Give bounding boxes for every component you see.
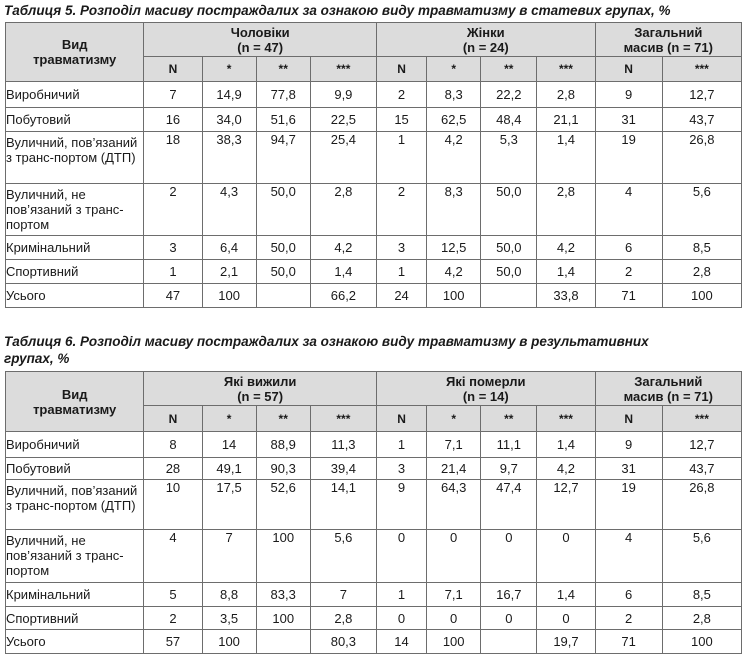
table-cell: 1,4	[310, 260, 376, 284]
row-label: Кримінальний	[6, 236, 144, 260]
subheader-cell: **	[481, 57, 537, 82]
table-cell: 100	[256, 530, 310, 583]
table-cell: 88,9	[256, 432, 310, 458]
header-group	[595, 23, 741, 57]
table-cell: 34,0	[202, 108, 256, 132]
table-cell: 51,6	[256, 108, 310, 132]
table-cell: 26,8	[662, 132, 741, 184]
table-cell: 17,5	[202, 480, 256, 530]
table-cell: 14	[202, 432, 256, 458]
subheader-cell: N	[144, 406, 202, 432]
row-label: Кримінальний	[6, 583, 144, 607]
table-cell: 83,3	[256, 583, 310, 607]
table-row	[6, 530, 742, 583]
subheader-cell: ***	[537, 57, 595, 82]
table-row	[6, 284, 742, 308]
table-cell: 1	[144, 260, 202, 284]
table-cell: 8,3	[427, 82, 481, 108]
table-row	[6, 480, 742, 530]
group-n: масив (n = 71)	[623, 39, 713, 55]
table-cell: 22,5	[310, 108, 376, 132]
table-cell: 2,8	[537, 184, 595, 236]
row-label: Спортивний	[6, 607, 144, 630]
table-cell: 3	[376, 236, 426, 260]
table-cell: 1,4	[537, 132, 595, 184]
table-cell: 2,1	[202, 260, 256, 284]
table-cell: 8,3	[427, 184, 481, 236]
table-row	[6, 236, 742, 260]
subheader-cell: N	[595, 406, 662, 432]
group-n: масив (n = 71)	[623, 388, 713, 404]
row-label: Виробничий	[6, 82, 144, 108]
row-label: Вуличний, не пов’язаний з транс-портом	[6, 184, 144, 236]
table-cell: 7,1	[427, 583, 481, 607]
table-cell: 4	[144, 530, 202, 583]
subheader-cell: ***	[662, 57, 741, 82]
subheader-cell: **	[481, 406, 537, 432]
row-label: Вуличний, пов’язаний з транс-портом (ДТП)	[6, 480, 144, 530]
table-cell: 43,7	[662, 108, 741, 132]
table-cell: 50,0	[481, 184, 537, 236]
subheader-cell: N	[595, 57, 662, 82]
table-cell: 50,0	[256, 260, 310, 284]
table-cell: 9	[595, 432, 662, 458]
group-name: Чоловіки	[230, 24, 290, 40]
row-label: Виробничий	[6, 432, 144, 458]
header-group	[376, 23, 595, 57]
table-cell	[256, 630, 310, 654]
table-cell: 8,5	[662, 583, 741, 607]
table-cell: 33,8	[537, 284, 595, 308]
table-cell: 3	[144, 236, 202, 260]
table-cell: 1,4	[537, 260, 595, 284]
table-cell: 2	[595, 607, 662, 630]
table-cell: 50,0	[256, 184, 310, 236]
row-label: Вуличний, пов’язаний з транс-портом (ДТП)	[6, 132, 144, 184]
row-label: Усього	[6, 630, 144, 654]
table-cell: 31	[595, 458, 662, 480]
table-cell: 38,3	[202, 132, 256, 184]
table-cell: 100	[662, 630, 741, 654]
table-cell: 6	[595, 236, 662, 260]
table-cell: 0	[427, 530, 481, 583]
table-cell: 4	[595, 530, 662, 583]
header-row	[6, 23, 742, 57]
header-group	[144, 23, 377, 57]
header-row	[6, 372, 742, 406]
subheader-cell: ***	[662, 406, 741, 432]
table-cell: 100	[202, 284, 256, 308]
table-cell: 47,4	[481, 480, 537, 530]
table-cell: 4,2	[310, 236, 376, 260]
table-row	[6, 583, 742, 607]
table-cell: 8	[144, 432, 202, 458]
table-cell: 48,4	[481, 108, 537, 132]
table-row	[6, 108, 742, 132]
table-cell: 71	[595, 630, 662, 654]
group-n: (n = 47)	[237, 39, 284, 55]
table-cell: 19,7	[537, 630, 595, 654]
table-cell: 31	[595, 108, 662, 132]
table-cell: 1,4	[537, 432, 595, 458]
subheader-cell: N	[376, 57, 426, 82]
subheader-cell: **	[256, 406, 310, 432]
subheader-cell: N	[144, 57, 202, 82]
table-cell	[256, 284, 310, 308]
header-type: Вид травматизму	[6, 372, 144, 432]
table-cell: 2	[376, 82, 426, 108]
table-cell: 19	[595, 132, 662, 184]
table-row	[6, 184, 742, 236]
table-cell: 62,5	[427, 108, 481, 132]
table-cell: 50,0	[256, 236, 310, 260]
table-cell	[481, 284, 537, 308]
table-cell: 57	[144, 630, 202, 654]
table-cell: 14,1	[310, 480, 376, 530]
table-row	[6, 132, 742, 184]
table-cell: 71	[595, 284, 662, 308]
table-cell: 2,8	[662, 260, 741, 284]
table-cell: 2	[144, 607, 202, 630]
subheader-cell: **	[256, 57, 310, 82]
table-cell: 5,6	[310, 530, 376, 583]
table-row	[6, 630, 742, 654]
table-cell: 5	[144, 583, 202, 607]
table-cell: 2	[595, 260, 662, 284]
table-cell: 26,8	[662, 480, 741, 530]
table-row	[6, 432, 742, 458]
row-label: Побутовий	[6, 458, 144, 480]
table-cell: 3,5	[202, 607, 256, 630]
table-cell: 0	[537, 530, 595, 583]
header-type: Вид травматизму	[6, 23, 144, 82]
table-cell: 5,6	[662, 184, 741, 236]
table-cell: 18	[144, 132, 202, 184]
table-cell: 80,3	[310, 630, 376, 654]
table5-caption: Таблиця 5. Розподіл масиву постраждалих за ознакою виду травматизму в статевих групах, %	[4, 3, 671, 18]
header-group	[376, 372, 595, 406]
table-cell: 4,3	[202, 184, 256, 236]
subheader-cell: *	[427, 406, 481, 432]
subheader-cell: ***	[310, 57, 376, 82]
table-cell: 100	[427, 630, 481, 654]
subheader-cell: ***	[537, 406, 595, 432]
table-cell: 6,4	[202, 236, 256, 260]
group-n: (n = 24)	[462, 39, 509, 55]
table-cell: 2	[144, 184, 202, 236]
table5	[5, 22, 742, 308]
table-cell: 7	[310, 583, 376, 607]
table-cell: 12,7	[662, 82, 741, 108]
subheader-cell: *	[202, 406, 256, 432]
table-cell: 9,9	[310, 82, 376, 108]
table-row	[6, 607, 742, 630]
table-cell: 15	[376, 108, 426, 132]
table-cell: 39,4	[310, 458, 376, 480]
table-row	[6, 260, 742, 284]
table-cell: 8,8	[202, 583, 256, 607]
table-cell: 16	[144, 108, 202, 132]
table-cell: 21,4	[427, 458, 481, 480]
table-cell: 100	[662, 284, 741, 308]
group-name: Загальний	[634, 373, 703, 389]
subheader-cell: ***	[310, 406, 376, 432]
table-cell: 0	[481, 530, 537, 583]
table-cell: 1,4	[537, 583, 595, 607]
table-cell: 1	[376, 432, 426, 458]
table-cell: 100	[256, 607, 310, 630]
table-cell: 2,8	[310, 184, 376, 236]
table-cell: 19	[595, 480, 662, 530]
table-cell: 7,1	[427, 432, 481, 458]
table-cell: 0	[376, 607, 426, 630]
table-cell: 3	[376, 458, 426, 480]
table6	[5, 371, 742, 654]
group-name: Які померли	[446, 373, 526, 389]
table-row	[6, 458, 742, 480]
table-cell: 1	[376, 583, 426, 607]
table-cell: 0	[537, 607, 595, 630]
table-cell: 94,7	[256, 132, 310, 184]
row-label: Побутовий	[6, 108, 144, 132]
table-cell: 49,1	[202, 458, 256, 480]
table-cell: 9	[595, 82, 662, 108]
table-cell: 77,8	[256, 82, 310, 108]
table-cell: 50,0	[481, 260, 537, 284]
subheader-cell: *	[202, 57, 256, 82]
table-cell: 14	[376, 630, 426, 654]
table-cell: 5,3	[481, 132, 537, 184]
row-label: Спортивний	[6, 260, 144, 284]
subheader-cell: *	[427, 57, 481, 82]
table-cell: 0	[427, 607, 481, 630]
table-cell: 0	[481, 607, 537, 630]
table-cell: 66,2	[310, 284, 376, 308]
table-cell: 4,2	[537, 458, 595, 480]
table-cell: 2,8	[662, 607, 741, 630]
header-group	[595, 372, 741, 406]
table-cell: 25,4	[310, 132, 376, 184]
header-group	[144, 372, 377, 406]
table-cell: 4,2	[537, 236, 595, 260]
table-cell: 2,8	[537, 82, 595, 108]
table-cell: 24	[376, 284, 426, 308]
table-cell: 14,9	[202, 82, 256, 108]
table-row	[6, 82, 742, 108]
table-cell: 28	[144, 458, 202, 480]
table-cell: 4	[595, 184, 662, 236]
table-cell: 16,7	[481, 583, 537, 607]
group-name: Які вижили	[223, 373, 297, 389]
table6-caption: Таблиця 6. Розподіл масиву постраждалих за ознакою виду травматизму в результативних групах, %	[4, 334, 649, 366]
table-cell: 43,7	[662, 458, 741, 480]
table-cell: 1	[376, 260, 426, 284]
table-cell: 8,5	[662, 236, 741, 260]
table-cell: 52,6	[256, 480, 310, 530]
table-cell: 5,6	[662, 530, 741, 583]
table-cell	[481, 630, 537, 654]
table-cell: 7	[202, 530, 256, 583]
table-cell: 10	[144, 480, 202, 530]
table-cell: 47	[144, 284, 202, 308]
table-cell: 4,2	[427, 132, 481, 184]
table-cell: 11,3	[310, 432, 376, 458]
table-cell: 100	[202, 630, 256, 654]
table-cell: 7	[144, 82, 202, 108]
subheader-cell: N	[376, 406, 426, 432]
table-cell: 12,7	[662, 432, 741, 458]
group-name: Жінки	[466, 24, 505, 40]
group-n: (n = 57)	[237, 388, 284, 404]
table-cell: 64,3	[427, 480, 481, 530]
table-cell: 22,2	[481, 82, 537, 108]
table-cell: 4,2	[427, 260, 481, 284]
table-cell: 100	[427, 284, 481, 308]
table-cell: 9,7	[481, 458, 537, 480]
table-cell: 50,0	[481, 236, 537, 260]
row-label: Усього	[6, 284, 144, 308]
table-cell: 12,5	[427, 236, 481, 260]
table-cell: 2,8	[310, 607, 376, 630]
table-cell: 2	[376, 184, 426, 236]
table-cell: 6	[595, 583, 662, 607]
table-cell: 9	[376, 480, 426, 530]
table-cell: 11,1	[481, 432, 537, 458]
table-cell: 12,7	[537, 480, 595, 530]
table-cell: 0	[376, 530, 426, 583]
group-name: Загальний	[634, 24, 703, 40]
table-cell: 21,1	[537, 108, 595, 132]
group-n: (n = 14)	[462, 388, 509, 404]
row-label: Вуличний, не пов’язаний з транс-портом	[6, 530, 144, 583]
table-cell: 1	[376, 132, 426, 184]
table-cell: 90,3	[256, 458, 310, 480]
